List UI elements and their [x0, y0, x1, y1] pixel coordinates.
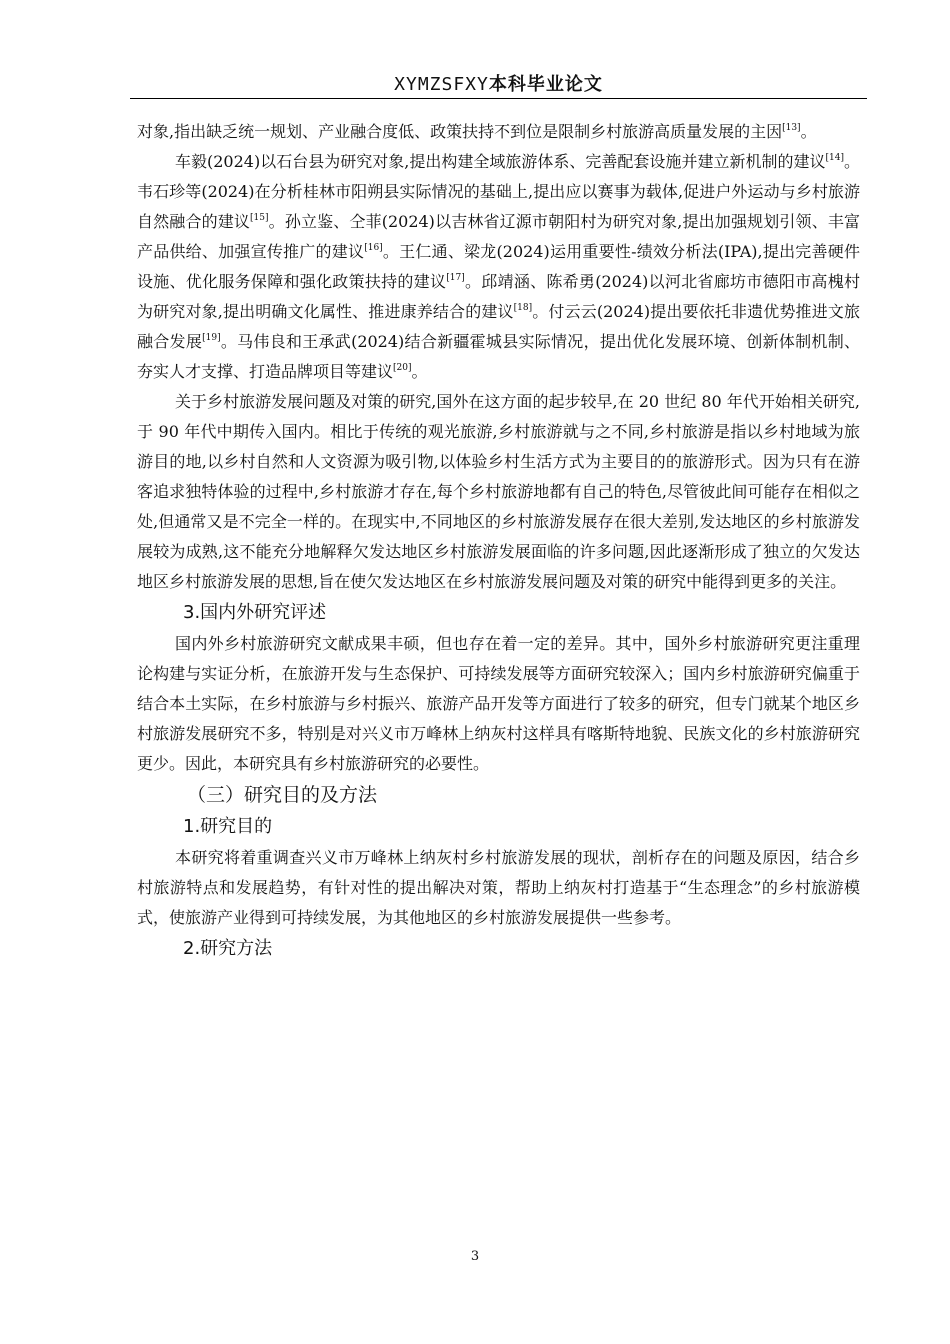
- citation-ref: [14]: [825, 153, 844, 163]
- header-title-text: 本科毕业论文: [488, 74, 603, 95]
- paragraph-text: 。孙立鉴、仝菲(2024)以吉林省辽源市朝阳村为研究对象,提出加强规划引领、丰富产品供给、加强宣传推广的建议: [137, 212, 860, 261]
- heading-research-review: 3.国内外研究评述: [183, 602, 327, 623]
- heading-research-purpose: 1.研究目的: [183, 816, 273, 837]
- body-paragraph: [137, 147, 860, 387]
- paragraph-text: 。: [411, 362, 428, 381]
- citation-ref: [15]: [250, 213, 269, 223]
- paragraph-text: 车毅(2024)以石台县为研究对象,提出构建全域旅游体系、完善配套设施并建立新机制的建议: [175, 152, 826, 171]
- citation-ref: [13]: [782, 123, 801, 133]
- body-paragraph: [137, 629, 860, 779]
- header-latin-text: XYMZSFXY: [394, 74, 489, 95]
- body-paragraph: [137, 843, 860, 933]
- document-header: [130, 70, 867, 96]
- citation-ref: [16]: [364, 243, 383, 253]
- paragraph-text: 。付云云(2024)提出要依托非遗优势推进文旅融合发展: [137, 302, 860, 351]
- body-paragraph: [137, 387, 860, 597]
- citation-ref: [18]: [513, 303, 533, 313]
- body-paragraph: [137, 117, 860, 147]
- paragraph-text: 。韦石珍等(2024)在分析桂林市阳朔县实际情况的基础上,提出应以赛事为载体,促进户外运动与乡村旅游自然融合的建议: [137, 152, 860, 231]
- paragraph-text: 关于乡村旅游发展问题及对策的研究,国外在这方面的起步较早,在 20 世纪 80 年代开始相关研究,于 90 年代中期传入国内。相比于传统的观光旅游,乡村旅游就与之不同,乡村旅游是指以乡村地域为旅游目的地,以乡村自然和人文资源为吸引物,以体验乡村生活方式为主要目的的旅游形式。因为只有在游客追求独特体验的过程中,乡村旅游才存在,每个乡村旅游地都有自己的特色,尽管彼此间可能存在相似之处,但通常又是不完全一样的。在现实中,不同地区的乡村旅游发展存在很大差别,发达地区的乡村旅游发展较为成熟,这不能充分地解释欠发达地区乡村旅游发展面临的许多问题,因此逐渐形成了独立的欠发达地区乡村旅游发展的思想,旨在使欠发达地区在乡村旅游发展问题及对策的研究中能得到更多的关注。: [137, 392, 860, 591]
- heading-section-three: （三）研究目的及方法: [187, 784, 378, 806]
- heading-research-method: 2.研究方法: [183, 938, 273, 959]
- page-number: 3: [470, 1249, 480, 1264]
- paragraph-text: 。: [800, 122, 817, 141]
- paragraph-text: 。马伟良和王承武(2024)结合新疆霍城县实际情况，提出优化发展环境、创新体制机制、夯实人才支撑、打造品牌项目等建议: [137, 332, 860, 381]
- paragraph-text: 。王仁通、梁龙(2024)运用重要性-绩效分析法(IPA),提出完善硬件设施、优化服务保障和强化政策扶持的建议: [137, 242, 860, 291]
- citation-ref: [20]: [393, 363, 412, 373]
- paragraph-text: 对象,指出缺乏统一规划、产业融合度低、政策扶持不到位是限制乡村旅游高质量发展的主因: [137, 122, 783, 141]
- document-body: [137, 117, 860, 965]
- paragraph-text: 本研究将着重调查兴义市万峰林上纳灰村乡村旅游发展的现状，剖析存在的问题及原因，结合乡村旅游特点和发展趋势，有针对性的提出解决对策，帮助上纳灰村打造基于“生态理念”的乡村旅游模式，使旅游产业得到可持续发展，为其他地区的乡村旅游发展提供一些参考。: [137, 848, 860, 927]
- citation-ref: [19]: [202, 333, 221, 343]
- paragraph-text: 国内外乡村旅游研究文献成果丰硕，但也存在着一定的差异。其中，国外乡村旅游研究更注重理论构建与实证分析，在旅游开发与生态保护、可持续发展等方面研究较深入；国内乡村旅游研究偏重于结合本土实际，在乡村旅游与乡村振兴、旅游产品开发等方面进行了较多的研究，但专门就某个地区乡村旅游发展研究不多，特别是对兴义市万峰林上纳灰村这样具有喀斯特地貌、民族文化的乡村旅游研究更少。因此，本研究具有乡村旅游研究的必要性。: [137, 634, 860, 773]
- citation-ref: [17]: [446, 273, 465, 283]
- paragraph-text: 。邱靖涵、陈希勇(2024)以河北省廊坊市德阳市高槐村为研究对象,提出明确文化属性、推进康养结合的建议: [137, 272, 860, 321]
- header-rule: [130, 98, 867, 99]
